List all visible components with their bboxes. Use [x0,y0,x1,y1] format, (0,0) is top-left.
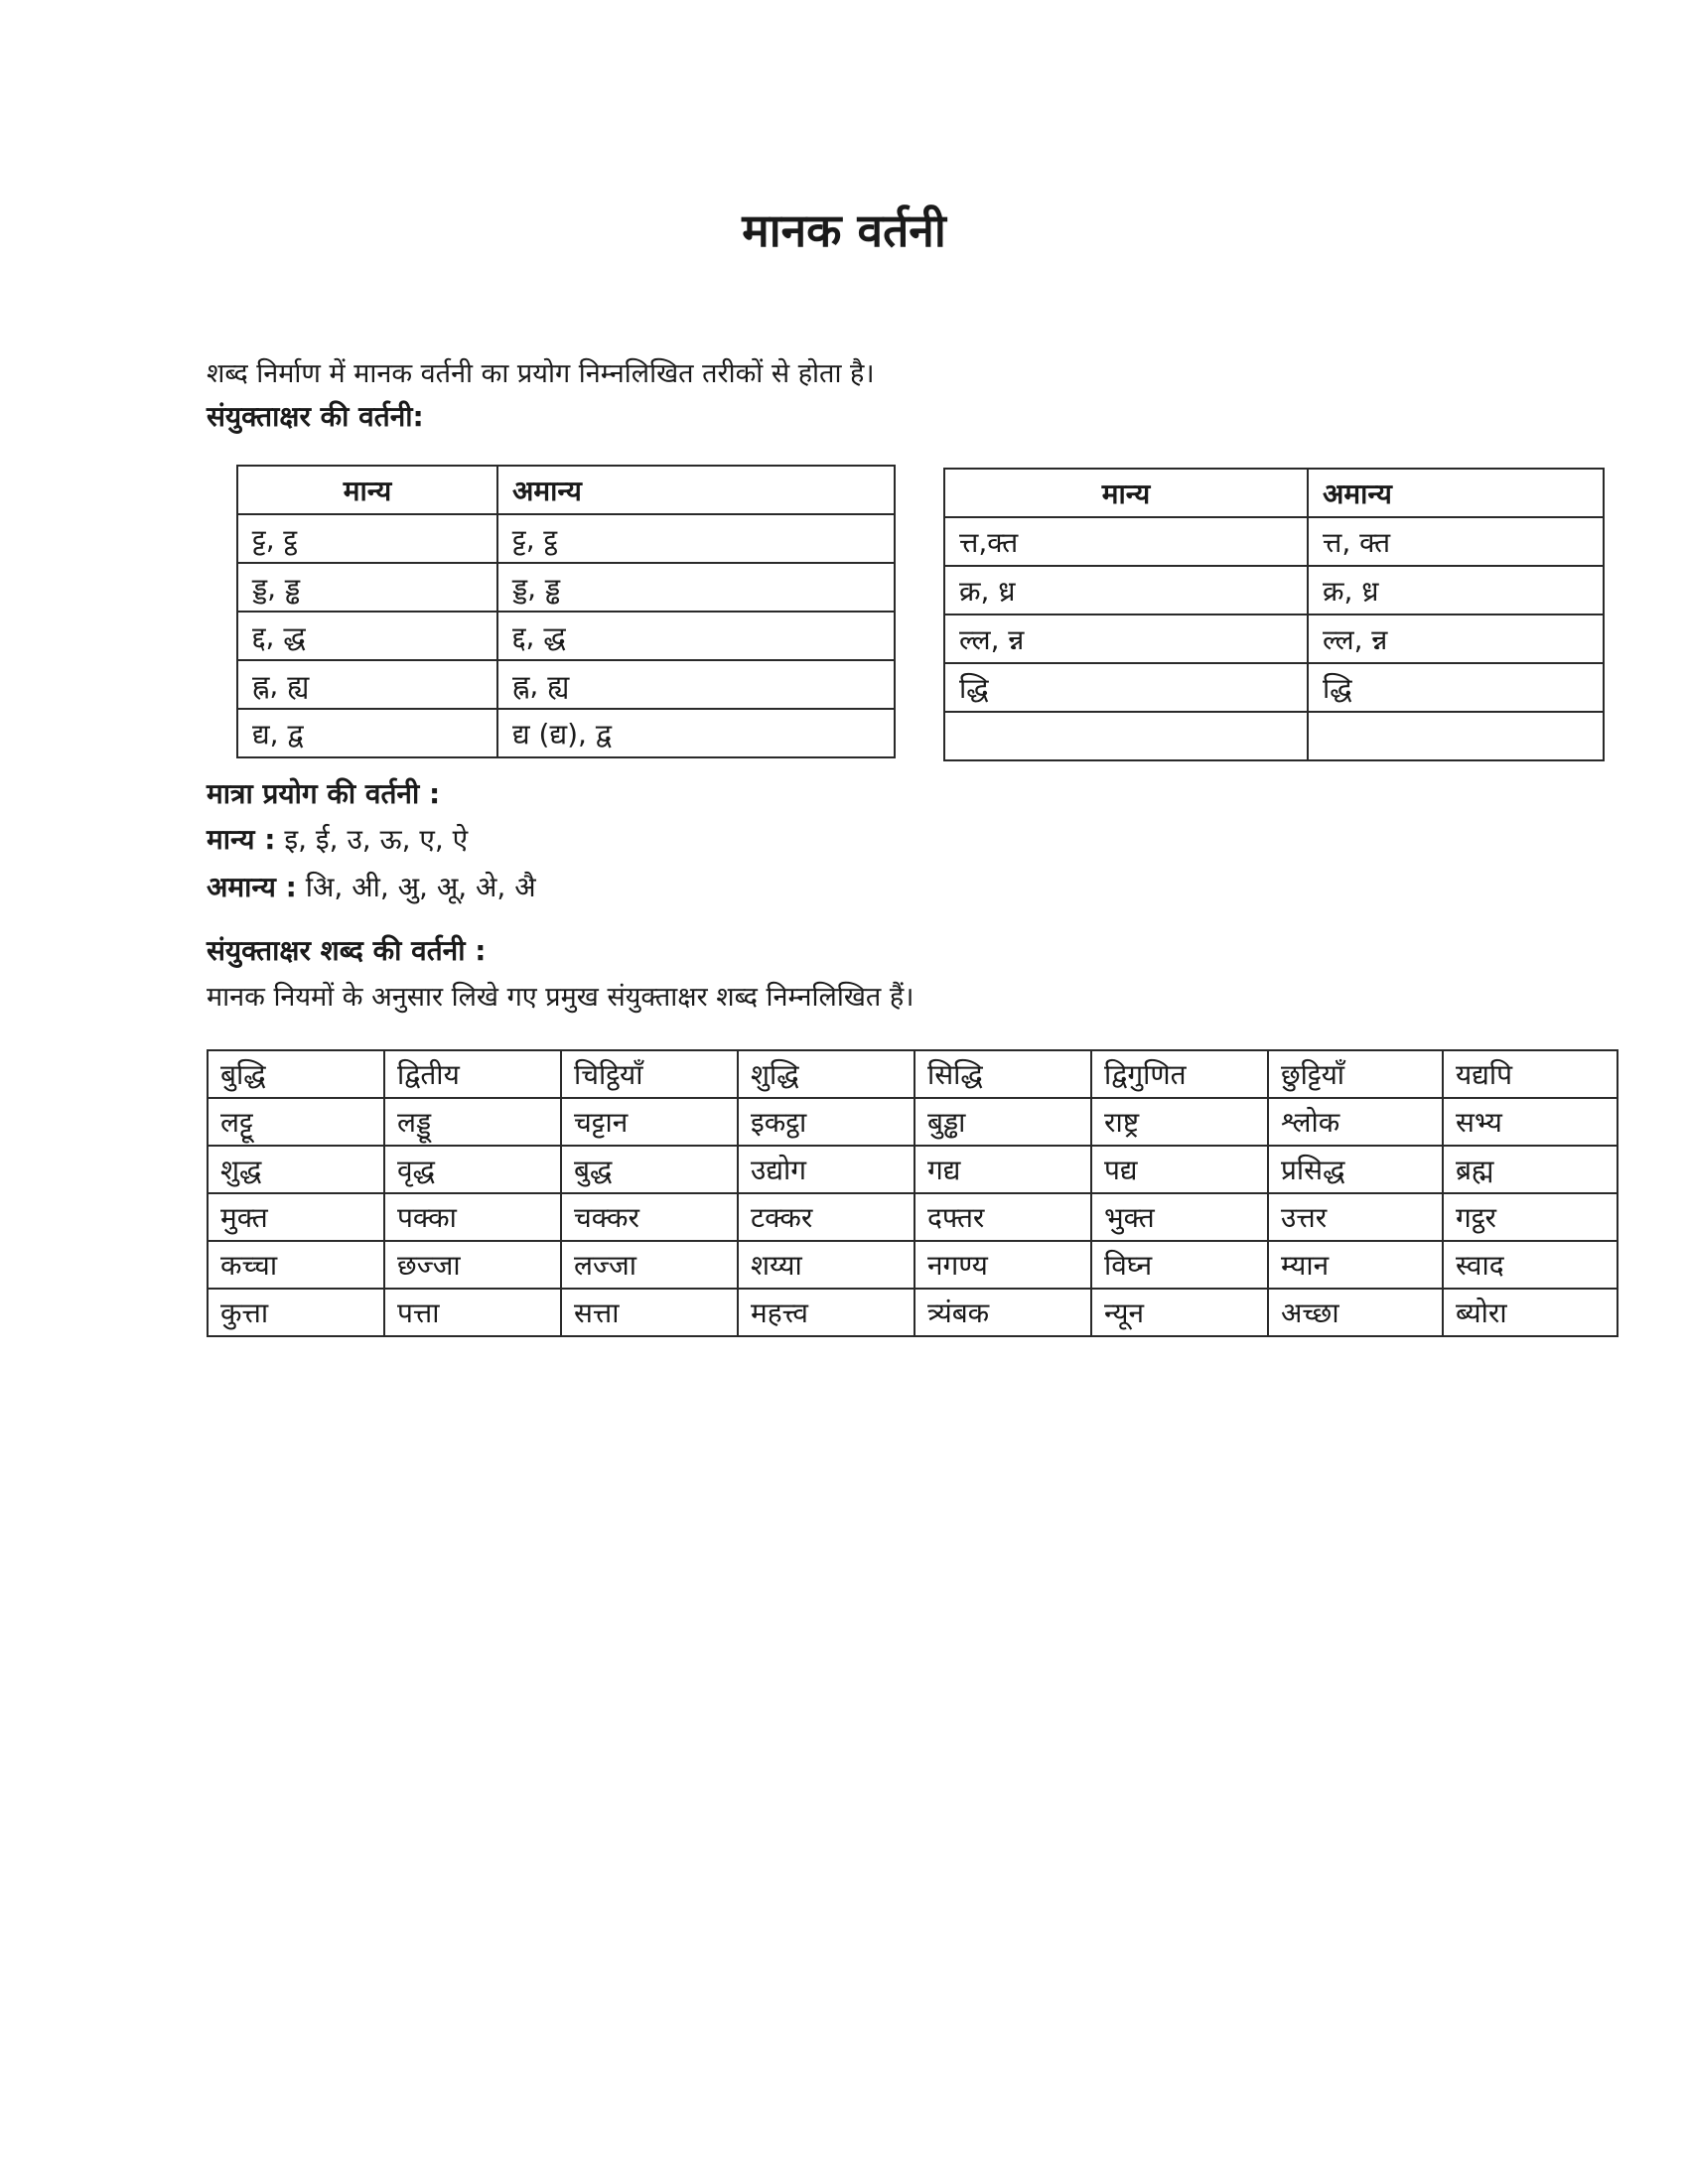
word-cell: विघ्न [1091,1241,1268,1289]
table-row [237,563,895,612]
table-cell: ल्ल, न्न [1308,614,1604,663]
valid-matra-line [207,820,468,858]
word-cell: बुड्ढा [914,1098,1091,1146]
table-row [944,517,1604,566]
table-row [237,612,895,660]
table-cell: द्य, द्व [237,709,497,757]
table-row [944,614,1604,663]
word-cell: ब्रह्म [1443,1146,1618,1193]
word-cell: भुक्त [1091,1193,1268,1241]
word-cell: छुट्टियाँ [1268,1050,1443,1098]
table-row [208,1289,1618,1336]
section-heading-conjunct-spelling: संयुक्ताक्षर की वर्तनी: [207,400,424,433]
word-cell: गद्य [914,1146,1091,1193]
table-row [944,712,1604,760]
table-header-row [944,469,1604,517]
conjunct-words-table [207,1049,1618,1337]
column-header-valid: मान्य [944,469,1308,517]
table-cell: द्धि [1308,663,1604,712]
table-cell: क्र, ध्र [1308,566,1604,614]
table-cell: ड्ड, ड्ढ [497,563,895,612]
conjunct-table-left [236,465,896,758]
word-cell: पत्ता [384,1289,561,1336]
word-cell: शुद्धि [738,1050,914,1098]
word-cell: चक्कर [561,1193,738,1241]
table-row [208,1146,1618,1193]
word-cell: त्र्यंबक [914,1289,1091,1336]
table-row [237,660,895,709]
word-cell: न्यून [1091,1289,1268,1336]
table-row [237,709,895,757]
invalid-label: अमान्य : [207,871,297,903]
section-heading-matra-spelling: मात्रा प्रयोग की वर्तनी : [207,777,441,810]
word-cell: नगण्य [914,1241,1091,1289]
word-cell: सभ्य [1443,1098,1618,1146]
word-cell: टक्कर [738,1193,914,1241]
word-cell: स्वाद [1443,1241,1618,1289]
table-cell: ट्ट, ट्ठ [237,514,497,563]
table-row [944,566,1604,614]
table-cell: ह्न, ह्य [237,660,497,709]
word-cell: बुद्धि [208,1050,384,1098]
invalid-matra-line [207,868,536,905]
word-cell: द्वितीय [384,1050,561,1098]
word-cell: कुत्ता [208,1289,384,1336]
section-intro-conjunct-words: मानक नियमों के अनुसार लिखे गए प्रमुख संयुक्ताक्षर शब्द निम्नलिखित हैं। [207,982,914,1013]
table-row [208,1050,1618,1098]
conjunct-table-right [943,468,1605,761]
table-row [944,663,1604,712]
word-cell: ब्योरा [1443,1289,1618,1336]
table-cell: त्त,क्त [944,517,1308,566]
table-cell: त्त, क्त [1308,517,1604,566]
valid-value: इ, ई, उ, ऊ, ए, ऐ [284,823,469,856]
word-cell: अच्छा [1268,1289,1443,1336]
word-cell: प्रसिद्ध [1268,1146,1443,1193]
page-title: मानक वर्तनी [742,204,946,257]
intro-text: शब्द निर्माण में मानक वर्तनी का प्रयोग निम्नलिखित तरीकों से होता है। [207,358,875,389]
word-cell: पक्का [384,1193,561,1241]
word-cell: लज्जा [561,1241,738,1289]
invalid-value: अि, अी, अु, अू, अे, अै [305,871,536,903]
table-cell: क्र, ध्र [944,566,1308,614]
table-cell: द्य (द्य), द्व [497,709,895,757]
word-cell: छज्जा [384,1241,561,1289]
word-cell: चट्टान [561,1098,738,1146]
table-cell [1308,712,1604,760]
word-cell: वृद्ध [384,1146,561,1193]
word-cell: शुद्ध [208,1146,384,1193]
word-cell: कच्चा [208,1241,384,1289]
word-cell: मुक्त [208,1193,384,1241]
table-cell: द्द, द्ध [497,612,895,660]
word-cell: पद्य [1091,1146,1268,1193]
word-cell: द्विगुणित [1091,1050,1268,1098]
word-cell: लड्डू [384,1098,561,1146]
word-cell: उत्तर [1268,1193,1443,1241]
word-cell: दफ्तर [914,1193,1091,1241]
column-header-invalid: अमान्य [497,466,895,514]
table-cell: ड्ड, ड्ढ [237,563,497,612]
table-cell: द्धि [944,663,1308,712]
word-cell: सिद्धि [914,1050,1091,1098]
word-cell: महत्त्व [738,1289,914,1336]
table-header-row [237,466,895,514]
table-row [237,514,895,563]
word-cell: गट्ठर [1443,1193,1618,1241]
table-cell [944,712,1308,760]
table-cell: ट्ट, ट्ठ [497,514,895,563]
word-cell: इकट्ठा [738,1098,914,1146]
word-cell: सत्ता [561,1289,738,1336]
word-cell: बुद्ध [561,1146,738,1193]
word-cell: म्यान [1268,1241,1443,1289]
word-cell: उद्योग [738,1146,914,1193]
table-row [208,1098,1618,1146]
column-header-valid: मान्य [237,466,497,514]
word-cell: लट्टू [208,1098,384,1146]
word-cell: शय्या [738,1241,914,1289]
word-cell: चिट्ठियाँ [561,1050,738,1098]
table-row [208,1193,1618,1241]
table-cell: ह्न, ह्य [497,660,895,709]
word-cell: राष्ट्र [1091,1098,1268,1146]
table-cell: द्द, द्ध [237,612,497,660]
word-cell: श्लोक [1268,1098,1443,1146]
table-row [208,1241,1618,1289]
section-heading-conjunct-words: संयुक्ताक्षर शब्द की वर्तनी : [207,934,487,967]
word-cell: यद्यपि [1443,1050,1618,1098]
valid-label: मान्य : [207,823,276,856]
column-header-invalid: अमान्य [1308,469,1604,517]
table-cell: ल्ल, न्न [944,614,1308,663]
